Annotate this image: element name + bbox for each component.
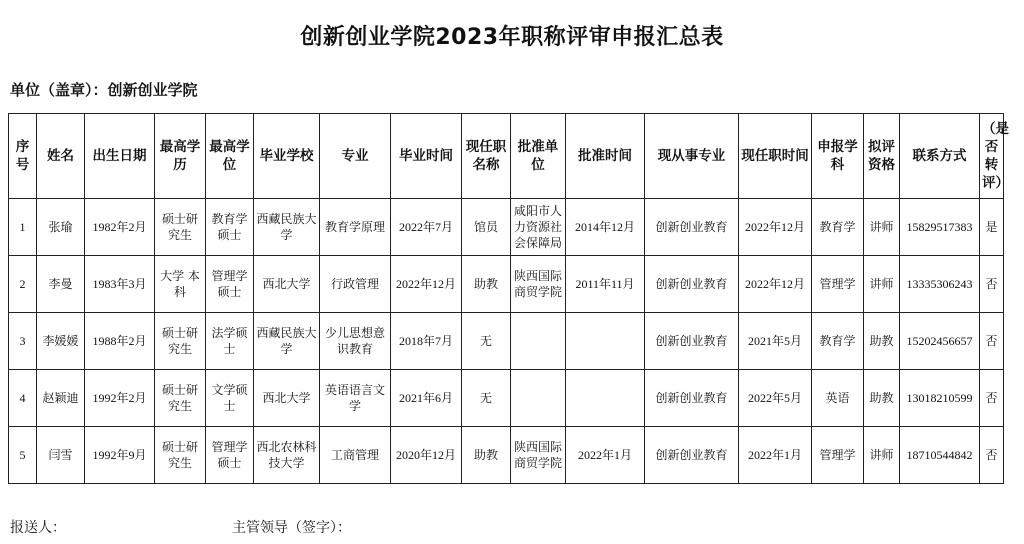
cell-transfer: 否 <box>980 370 1004 427</box>
cell-current-field: 创新创业教育 <box>645 427 739 484</box>
cell-qualification: 讲师 <box>864 427 900 484</box>
cell-school: 西北大学 <box>254 370 320 427</box>
cell-name: 李曼 <box>37 256 85 313</box>
cell-degree: 法学硕士 <box>206 313 254 370</box>
cell-education: 硕士研究生 <box>155 199 206 256</box>
cell-phone: 18710544842 <box>900 427 980 484</box>
cell-education: 硕士研究生 <box>155 427 206 484</box>
cell-major: 工商管理 <box>320 427 391 484</box>
cell-appointment-date: 2022年1月 <box>739 427 812 484</box>
table-row <box>9 199 1004 256</box>
cell-major: 教育学原理 <box>320 199 391 256</box>
application-summary-table <box>8 113 1009 484</box>
cell-subject: 管理学 <box>812 427 864 484</box>
cell-subject: 英语 <box>812 370 864 427</box>
cell-appointment-date: 2021年5月 <box>739 313 812 370</box>
cell-birth-date: 1982年2月 <box>85 199 155 256</box>
cell-education: 硕士研究生 <box>155 370 206 427</box>
cell-phone: 13335306243 <box>900 256 980 313</box>
cell-birth-date: 1983年3月 <box>85 256 155 313</box>
cell-subject: 教育学 <box>812 199 864 256</box>
cell-education: 大学 本科 <box>155 256 206 313</box>
cell-approval-date <box>566 370 645 427</box>
cell-approving-unit <box>511 313 566 370</box>
submitter-label: 报送人： <box>10 520 66 536</box>
cell-graduation-date: 2021年6月 <box>391 370 462 427</box>
unit-label: 单位（盖章）：创新创业学院 <box>10 81 198 99</box>
cell-phone: 15202456657 <box>900 313 980 370</box>
cell-degree: 教育学硕士 <box>206 199 254 256</box>
cell-approval-date: 2022年1月 <box>566 427 645 484</box>
cell-name: 李媛媛 <box>37 313 85 370</box>
cell-approval-date: 2011年11月 <box>566 256 645 313</box>
cell-transfer: 否 <box>980 313 1004 370</box>
cell-subject: 教育学 <box>812 313 864 370</box>
cell-major: 少儿思想意识教育 <box>320 313 391 370</box>
cell-school: 西北大学 <box>254 256 320 313</box>
header-cell: 姓名 <box>37 114 85 199</box>
cell-index: 4 <box>9 370 37 427</box>
cell-degree: 文学硕士 <box>206 370 254 427</box>
cell-major: 英语语言文学 <box>320 370 391 427</box>
cell-transfer: 否 <box>980 256 1004 313</box>
cell-current-title: 无 <box>462 370 511 427</box>
cell-current-field: 创新创业教育 <box>645 313 739 370</box>
header-cell: 最高学位 <box>206 114 254 199</box>
header-cell: 批准单位 <box>511 114 566 199</box>
header-cell: 现任职名称 <box>462 114 511 199</box>
cell-current-field: 创新创业教育 <box>645 370 739 427</box>
header-cell: 毕业学校 <box>254 114 320 199</box>
table-row <box>9 256 1004 313</box>
header-cell: 专业 <box>320 114 391 199</box>
cell-current-field: 创新创业教育 <box>645 199 739 256</box>
cell-graduation-date: 2018年7月 <box>391 313 462 370</box>
header-cell: 联系方式 <box>900 114 980 199</box>
cell-subject: 管理学 <box>812 256 864 313</box>
cell-school: 西北农林科技大学 <box>254 427 320 484</box>
header-cell: 申报学科 <box>812 114 864 199</box>
cell-approving-unit: 咸阳市人力资源社会保障局 <box>511 199 566 256</box>
header-cell: 批准时间 <box>566 114 645 199</box>
cell-approval-date <box>566 313 645 370</box>
cell-degree: 管理学硕士 <box>206 256 254 313</box>
cell-birth-date: 1992年9月 <box>85 427 155 484</box>
cell-index: 5 <box>9 427 37 484</box>
cell-current-field: 创新创业教育 <box>645 256 739 313</box>
cell-degree: 管理学硕士 <box>206 427 254 484</box>
cell-transfer: 是 <box>980 199 1004 256</box>
header-cell: 拟评资格 <box>864 114 900 199</box>
cell-appointment-date: 2022年5月 <box>739 370 812 427</box>
cell-appointment-date: 2022年12月 <box>739 199 812 256</box>
cell-major: 行政管理 <box>320 256 391 313</box>
cell-qualification: 讲师 <box>864 256 900 313</box>
cell-appointment-date: 2022年12月 <box>739 256 812 313</box>
cell-transfer: 否 <box>980 427 1004 484</box>
header-cell: 出生日期 <box>85 114 155 199</box>
cell-school: 西藏民族大学 <box>254 313 320 370</box>
cell-phone: 15829517383 <box>900 199 980 256</box>
cell-index: 1 <box>9 199 37 256</box>
cell-name: 赵颖迪 <box>37 370 85 427</box>
table-row <box>9 427 1004 484</box>
header-cell: 现从事专业 <box>645 114 739 199</box>
table-row <box>9 313 1004 370</box>
leader-signature-label: 主管领导（签字）： <box>232 520 351 536</box>
cell-approval-date: 2014年12月 <box>566 199 645 256</box>
cell-current-title: 助教 <box>462 427 511 484</box>
cell-name: 闫雪 <box>37 427 85 484</box>
cell-graduation-date: 2022年7月 <box>391 199 462 256</box>
cell-current-title: 馆员 <box>462 199 511 256</box>
header-cell: 最高学历 <box>155 114 206 199</box>
cell-index: 2 <box>9 256 37 313</box>
cell-index: 3 <box>9 313 37 370</box>
header-cell: 序号 <box>9 114 37 199</box>
cell-education: 硕士研究生 <box>155 313 206 370</box>
cell-qualification: 讲师 <box>864 199 900 256</box>
cell-approving-unit <box>511 370 566 427</box>
cell-graduation-date: 2020年12月 <box>391 427 462 484</box>
table-header-row <box>9 114 1004 199</box>
cell-birth-date: 1988年2月 <box>85 313 155 370</box>
cell-graduation-date: 2022年12月 <box>391 256 462 313</box>
table-row <box>9 370 1004 427</box>
document-title: 创新创业学院2023年职称评审申报汇总表 <box>300 25 724 50</box>
cell-qualification: 助教 <box>864 313 900 370</box>
cell-qualification: 助教 <box>864 370 900 427</box>
header-cell: 现任职时间 <box>739 114 812 199</box>
cell-approving-unit: 陕西国际商贸学院 <box>511 427 566 484</box>
cell-phone: 13018210599 <box>900 370 980 427</box>
cell-name: 张瑜 <box>37 199 85 256</box>
header-cell: 毕业时间 <box>391 114 462 199</box>
cell-approving-unit: 陕西国际商贸学院 <box>511 256 566 313</box>
cell-current-title: 助教 <box>462 256 511 313</box>
header-cell: （是否转评） <box>980 114 1004 199</box>
cell-birth-date: 1992年2月 <box>85 370 155 427</box>
cell-current-title: 无 <box>462 313 511 370</box>
cell-school: 西藏民族大学 <box>254 199 320 256</box>
